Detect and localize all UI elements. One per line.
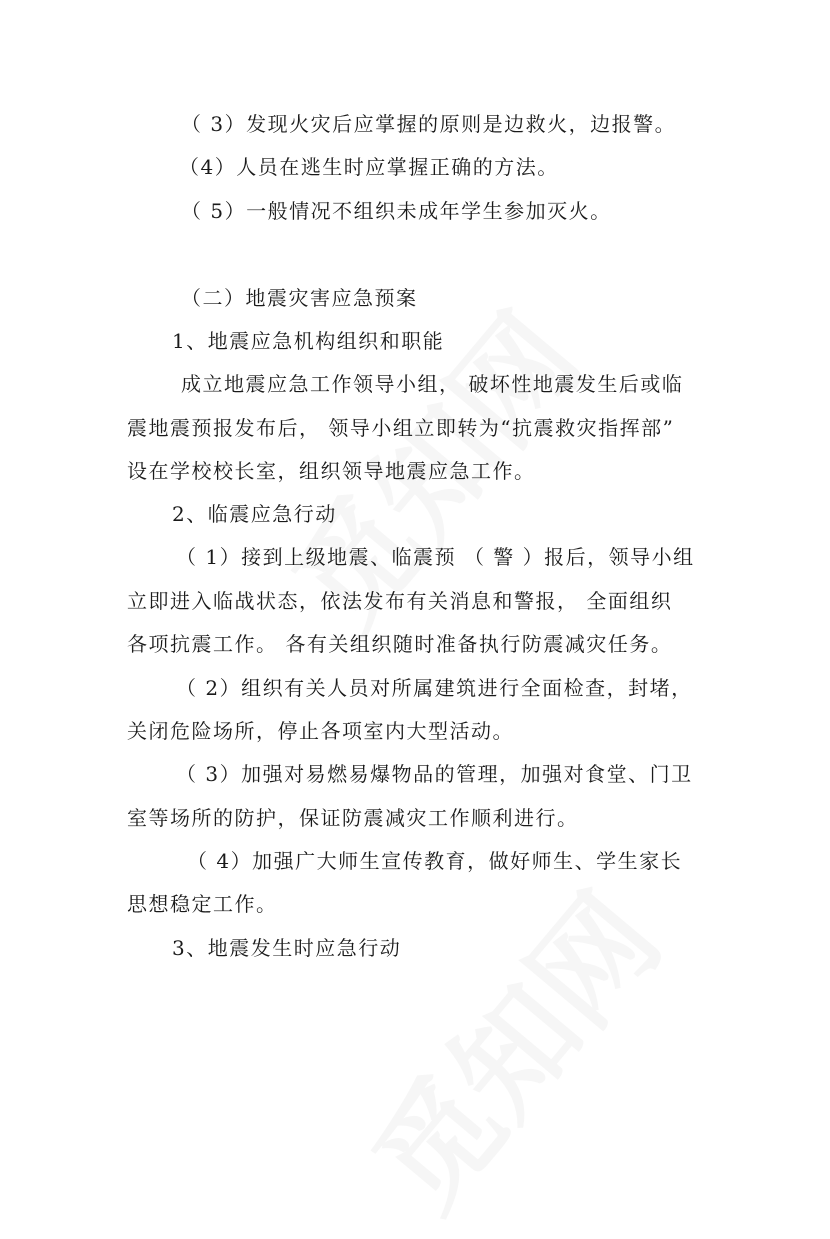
subsection-heading: 2、临震应急行动 bbox=[172, 502, 337, 526]
paragraph-line: （ 4）加强广大师生宣传教育，做好师生、学生家长 bbox=[187, 849, 683, 873]
subsection-heading: 1、地震应急机构组织和职能 bbox=[172, 329, 445, 353]
paragraph-line: 震地震预报发布后， 领导小组立即转为“抗震救灾指挥部” bbox=[127, 416, 675, 440]
watermark bbox=[328, 853, 691, 1239]
section-heading: （二）地震灾害应急预案 bbox=[181, 286, 418, 310]
paragraph-line: （ 3）发现火灾后应掌握的原则是边救火，边报警。 bbox=[181, 112, 677, 136]
subsection-heading: 3、地震发生时应急行动 bbox=[172, 936, 402, 960]
paragraph-line: 立即进入临战状态，依法发布有关消息和警报， 全面组织 bbox=[127, 589, 673, 613]
paragraph-line: 设在学校校长室，组织领导地震应急工作。 bbox=[127, 459, 536, 483]
paragraph-line: （ 3）加强对易燃易爆物品的管理，加强对食堂、门卫 bbox=[176, 762, 693, 786]
paragraph-line: 关闭危险场所，停止各项室内大型活动。 bbox=[127, 719, 514, 743]
paragraph-line: 成立地震应急工作领导小组， 破坏性地震发生后或临 bbox=[181, 372, 684, 396]
paragraph-line: 各项抗震工作。 各有关组织随时准备执行防震减灾任务。 bbox=[127, 632, 673, 656]
paragraph-line: 室等场所的防护，保证防震减灾工作顺利进行。 bbox=[127, 806, 579, 830]
paragraph-line: 思想稳定工作。 bbox=[127, 892, 278, 916]
paragraph-line: （4）人员在逃生时应掌握正确的方法。 bbox=[179, 155, 559, 179]
paragraph-line: （ 2）组织有关人员对所属建筑进行全面检查，封堵， bbox=[176, 676, 693, 700]
paragraph-line: （ 5）一般情况不组织未成年学生参加灭火。 bbox=[181, 199, 612, 223]
paragraph-line: （ 1）接到上级地震、临震预 （ 警 ）报后，领导小组 bbox=[176, 545, 695, 569]
